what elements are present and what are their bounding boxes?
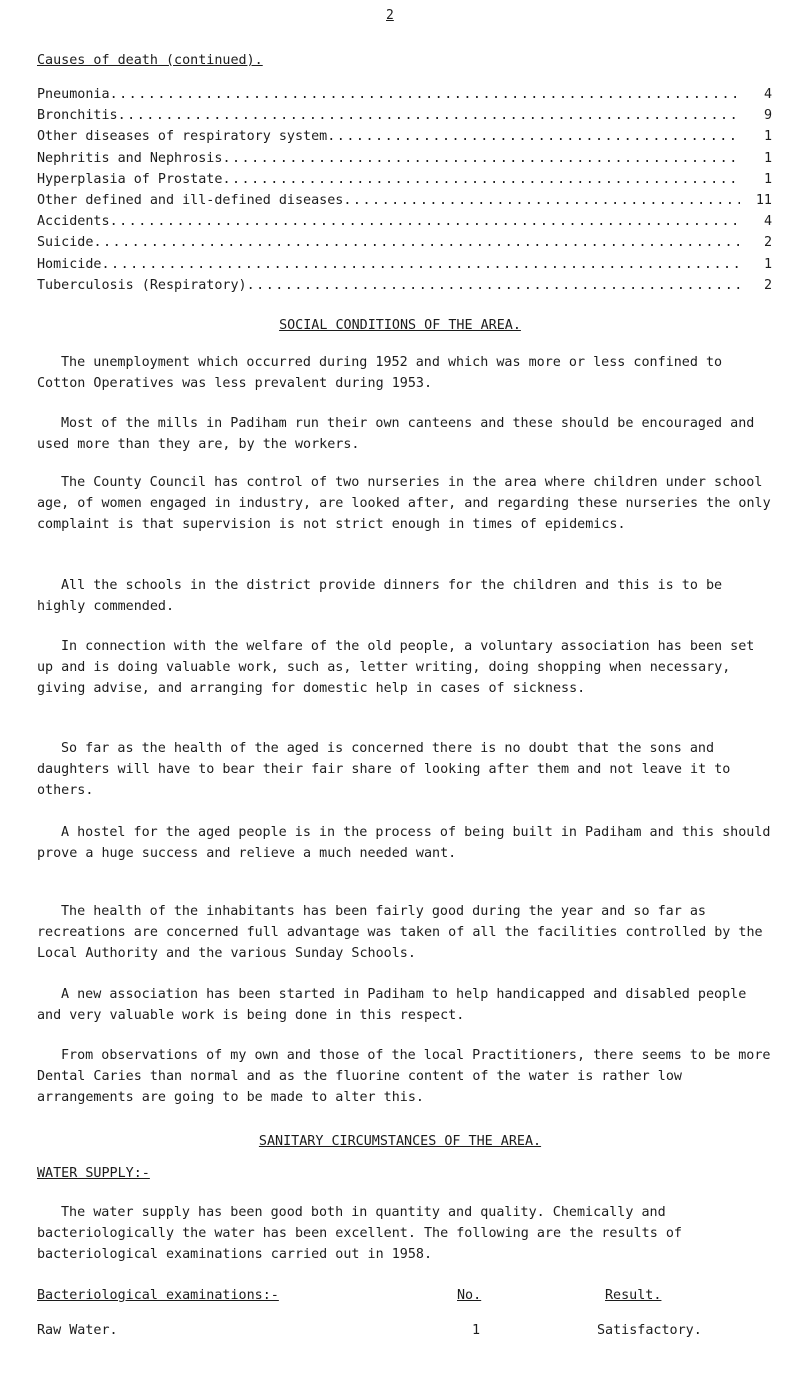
social-paragraph-handicapped: A new association has been started in Padiham to help handicapped and disabled people and very valuable work is being done in this respect. [37, 987, 747, 1023]
list-item [37, 275, 772, 296]
sample-cell: Raw Water. [37, 1323, 118, 1338]
list-item [37, 169, 772, 190]
list-item [37, 232, 772, 253]
list-item [37, 148, 772, 169]
water-supply-paragraph: The water supply has been good both in quantity and quality. Chemically and bacteriologically the water has been excellent. The following are the results of bacteriological examinations carried out in 1958. [37, 1205, 682, 1262]
social-paragraph-nurseries: The County Council has control of two nurseries in the area where children under school age, of women engaged in industry, are looked after, and regarding these nurseries the only complaint is that supervision is not strict enough in times of epidemics. [37, 475, 771, 532]
cause-label: Accidents [37, 214, 110, 230]
no-column-header: No. [457, 1288, 482, 1303]
social-paragraph-dental: From observations of my own and those of the local Practitioners, there seems to be more Dental Caries than normal and as the fluorine content of the water is rather low arrangements are going to be made to alter this. [37, 1048, 771, 1105]
list-item [37, 254, 772, 275]
cause-count: 1 [763, 256, 772, 272]
page-number: 2 [386, 8, 394, 23]
result-cell: Satisfactory. [597, 1323, 702, 1338]
social-paragraph-school-dinners: All the schools in the district provide dinners for the children and this is to be highly commended. [37, 578, 723, 614]
cause-label: Nephritis and Nephrosis [37, 150, 223, 166]
causes-heading: Causes of death (continued). [37, 53, 263, 68]
cause-count: 4 [763, 87, 772, 102]
cause-count: 1 [763, 171, 772, 187]
cause-label: Tuberculosis (Respiratory) [37, 277, 247, 293]
social-paragraph-hostel: A hostel for the aged people is in the process of being built in Padiham and this should prove a huge success and relieve a much needed want. [37, 825, 771, 861]
cause-count: 4 [763, 214, 772, 230]
leader-dots [110, 211, 740, 232]
cause-count: 1 [763, 150, 772, 166]
list-item [37, 105, 772, 126]
leader-dots [102, 254, 741, 275]
list-item [37, 190, 772, 211]
cause-label: Bronchitis [37, 108, 118, 124]
cause-label: Hyperplasia of Prostate [37, 171, 223, 187]
cause-label: Pneumonia [37, 87, 110, 102]
cause-count: 11 [755, 192, 772, 208]
social-paragraph-old-people: In connection with the welfare of the old people, a voluntary association has been set up and is doing valuable work, such as, letter writing, doing shopping when necessary, giving advise, and arranging for domestic help in cases of sickness. [37, 639, 755, 696]
social-paragraph-recreation: The health of the inhabitants has been fairly good during the year and so far as recreations are concerned full advantage was taken of all the facilities controlled by the Local Authority and the various Sunday Schools. [37, 904, 763, 961]
causes-of-death-list [37, 84, 772, 296]
leader-dots [110, 84, 740, 105]
cause-label: Homicide [37, 256, 102, 272]
result-column-header: Result. [605, 1288, 662, 1303]
exam-table-header [37, 1285, 777, 1306]
leader-dots [222, 148, 740, 169]
sanitary-circumstances-title: SANITARY CIRCUMSTANCES OF THE AREA. [258, 1134, 542, 1149]
exam-column-header: Bacteriological examinations:- [37, 1288, 279, 1303]
cause-count: 9 [763, 108, 772, 124]
list-item [37, 84, 772, 105]
water-supply-heading: WATER SUPPLY:- [37, 1166, 150, 1181]
leader-dots [327, 126, 740, 147]
cause-label: Other diseases of respiratory system [37, 129, 328, 145]
list-item [37, 211, 772, 232]
social-paragraph-aged-health: So far as the health of the aged is concerned there is no doubt that the sons and daughters will have to bear their fair share of looking after them and not leave it to others. [37, 741, 731, 798]
leader-dots [222, 169, 740, 190]
list-item [37, 126, 772, 147]
leader-dots [247, 275, 740, 296]
leader-dots [118, 105, 740, 126]
cause-count: 1 [763, 129, 772, 145]
cause-label: Other defined and ill-defined diseases [37, 192, 344, 208]
cause-label: Suicide [37, 235, 94, 251]
social-paragraph-canteens: Most of the mills in Padiham run their own canteens and these should be encouraged and used more than they are, by the workers. [37, 416, 755, 452]
table-row [37, 1320, 777, 1341]
no-cell: 1 [472, 1323, 481, 1338]
cause-count: 2 [763, 235, 772, 251]
social-conditions-title: SOCIAL CONDITIONS OF THE AREA. [279, 318, 521, 333]
social-paragraph-unemployment: The unemployment which occurred during 1952 and which was more or less confined to Cotton Operatives was less prevalent during 1953. [37, 355, 723, 391]
cause-count: 2 [763, 277, 772, 293]
leader-dots [343, 190, 740, 211]
leader-dots [93, 232, 740, 253]
